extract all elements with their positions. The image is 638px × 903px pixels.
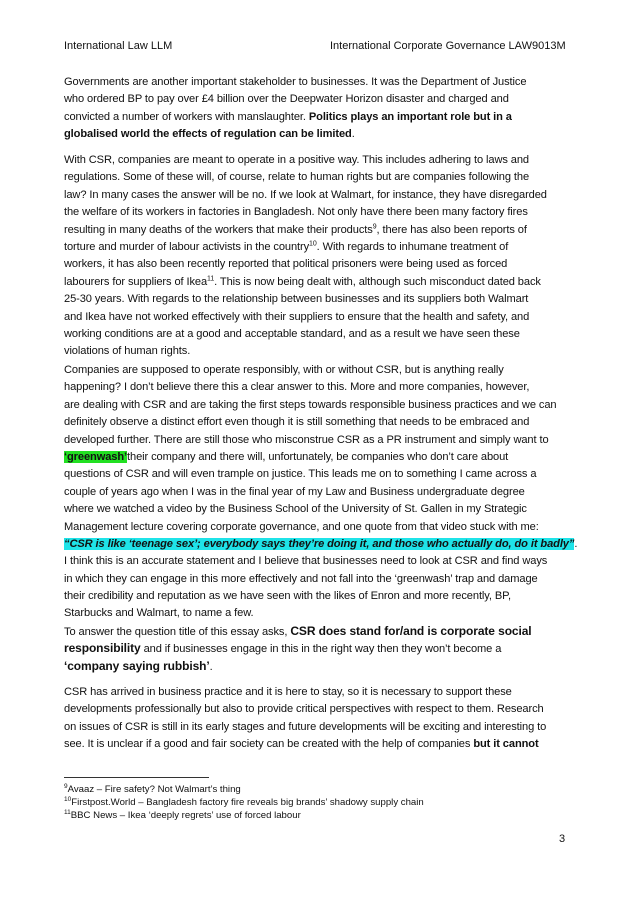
footnote-11: $^{11}$BBC News – Ikea ‘deeply regrets’ use of forced labour: [64, 808, 301, 821]
text-line: in which they can engage in this more effectively and not fall into the ‘greenwash’ trap and damage: [64, 572, 538, 585]
text-line: workers, it has also been recently reported that political prisoners were being used as forced: [64, 258, 508, 271]
text-line: who ordered BP to pay over £4 billion over the Deepwater Horizon disaster and charged and: [64, 93, 509, 106]
paragraph-4: [64, 623, 574, 675]
text-line: happening? I don’t believe there this a clear answer to this. More and more companies, however,: [64, 381, 530, 394]
text-line: labourers for suppliers of Ikea$^{11}$. This is now being dealt with, although such misconduct dated back: [64, 275, 541, 288]
footnotes: [64, 783, 424, 822]
text-line: questions of CSR and will even trample on justice. This leads me on to something I came across a: [64, 468, 537, 481]
text-line: law? In many cases the answer will be no. If we look at Walmart, for instance, they have disregarded: [64, 188, 547, 201]
text-line: resulting in many deaths of the workers that make their products$^9$, there has also been reports of: [64, 222, 527, 236]
text-line: Management lecture covering corporate governance, and one quote from that video stuck with me:: [64, 520, 539, 533]
text-line: globalised world the effects of regulation can be limited.: [64, 128, 355, 141]
text-line: and Ikea have not worked effectively with their suppliers to ensure that the health and safety, and: [64, 310, 530, 323]
text-line: torture and murder of labour activists in the country$^{10}$. With regards to inhumane treatment of: [64, 240, 509, 253]
text-line: Companies are supposed to operate responsibly, with or without CSR, but is anything really: [64, 364, 504, 376]
footnote-ref: 9: [372, 222, 377, 230]
text-line: definitely observe a distinct effort even though it is still something that needs to be embraced and: [64, 416, 530, 429]
paragraph-1: [64, 74, 574, 144]
paragraph-3: [64, 362, 578, 623]
page-number: 3: [559, 833, 566, 845]
paragraph-2: [64, 152, 574, 361]
text-line: ‘greenwash’their company and there will, unfortunately, be companies who don’t care about: [64, 450, 509, 463]
text-line: their credibility and reputation as we have seen with the likes of Enron and more recently, BP,: [64, 590, 512, 603]
text-line: convicted a number of workers with manslaughter. Politics plays an important role but in a: [64, 110, 512, 123]
text-line: Starbucks and Walmart, to name a few.: [64, 607, 254, 620]
header-left: International Law LLM: [64, 40, 173, 52]
footnote-10: $^{10}$Firstpost.World – Bangladesh factory fire reveals big brands’ shadowy supply chain: [64, 795, 424, 808]
text-line: With CSR, companies are meant to operate in a positive way. This includes adhering to laws and: [64, 154, 529, 166]
text-line: CSR has arrived in business practice and it is here to stay, so it is necessary to support these: [64, 686, 512, 698]
bold-text: responsibility: [64, 641, 141, 656]
bold-text: Politics plays an important role but in a: [308, 110, 512, 123]
text-line: violations of human rights.: [64, 345, 191, 358]
text-line: ‘company saying rubbish’.: [64, 658, 213, 673]
footnote-ref: 11: [207, 275, 215, 283]
text-line: I think this is an accurate statement and I believe that businesses need to look at CSR and find ways: [64, 555, 548, 568]
greenwash-highlight: ‘greenwash’: [64, 450, 128, 463]
text-line: developed further. There are still those who misconstrue CSR as a PR instrument and simply want to: [64, 433, 549, 446]
text-line: are dealing with CSR and are taking the first steps towards responsible business practices and we can: [64, 398, 557, 411]
paragraph-5: [64, 684, 574, 754]
header-right: International Corporate Governance LAW9013M: [330, 40, 566, 52]
text-line: couple of years ago when I was in the final year of my Law and Business undergraduate degree: [64, 485, 525, 498]
text-line: 25-30 years. With regards to the relationship between businesses and its suppliers both Walmart: [64, 293, 529, 306]
text-line: the welfare of its workers in factories in Bangladesh. Not only have there been many factory fires: [64, 206, 528, 219]
text-line: developments professionally but also to provide critical perspectives with respect to them. Research: [64, 703, 544, 716]
bold-text: CSR does stand for/and is corporate social: [290, 624, 532, 638]
text-line: see. It is unclear if a good and fair society can be created with the help of companies but it cannot: [64, 738, 539, 751]
bold-text: ‘company saying rubbish’: [64, 658, 210, 673]
quote-highlight: “CSR is like ‘teenage sex’; everybody says they’re doing it, and those who actually do, do it badly”: [64, 537, 575, 550]
footnote-ref: 10: [309, 240, 317, 248]
text-line: “CSR is like ‘teenage sex’; everybody says they’re doing it, and those who actually do, do it badly”.: [64, 537, 578, 550]
footnote-divider: [64, 777, 209, 778]
text-line: where we watched a video by the Business School of the University of St. Gallen in my Strategic: [64, 503, 527, 516]
footnote-9: $^9$Avaaz – Fire safety? Not Walmart’s thing: [64, 782, 241, 795]
text-line: regulations. Some of these will, of course, relate to human rights but are companies following the: [64, 171, 530, 184]
text-line: on issues of CSR is still in its early stages and future developments will be exciting and interesting to: [64, 720, 547, 733]
bold-text: globalised world the effects of regulation can be limited: [64, 128, 352, 141]
text-line: working conditions are at a good and acceptable standard, and as a result we have seen these: [64, 327, 520, 340]
text-line: Governments are another important stakeholder to businesses. It was the Department of Justice: [64, 76, 527, 88]
bold-text: but it cannot: [473, 738, 539, 751]
text-line: To answer the question title of this essay asks, CSR does stand for/and is corporate social: [64, 624, 532, 638]
text-line: responsibility and if businesses engage in this in the right way then they won’t become a: [64, 641, 502, 656]
